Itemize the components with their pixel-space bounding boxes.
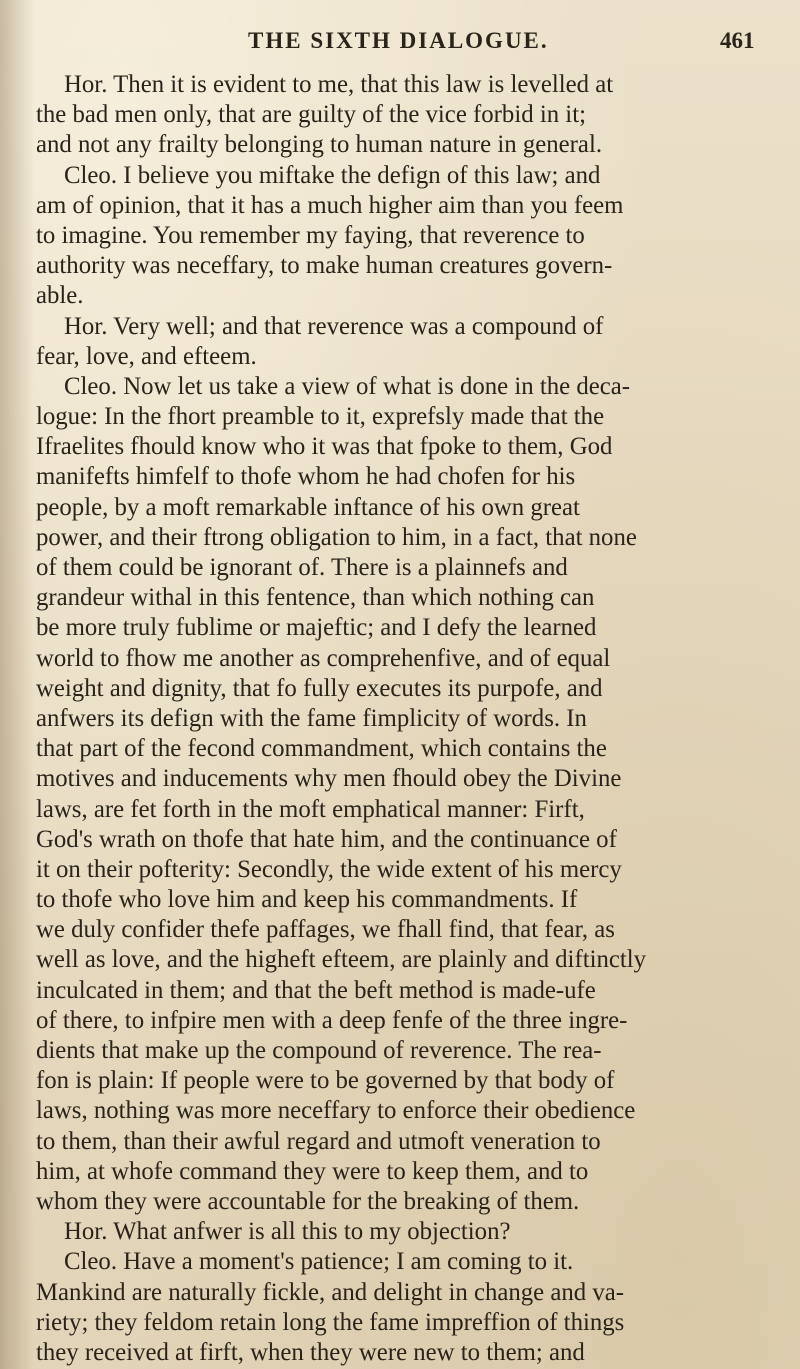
text-line: of there, to infpire men with a deep fenfe of the three ingre- xyxy=(36,1006,628,1034)
text-line: Cleo. Have a moment's patience; I am coming to it. xyxy=(64,1248,574,1276)
text-line: to them, than their awful regard and utmoft veneration to xyxy=(36,1127,601,1155)
running-title: THE SIXTH DIALOGUE. xyxy=(248,28,549,53)
page-header xyxy=(0,28,800,58)
text-line: Hor. Then it is evident to me, that this law is levelled at xyxy=(64,71,614,98)
text-line: world to fhow me another as comprehenfive, and of equal xyxy=(36,644,611,672)
body-text xyxy=(36,70,796,1368)
text-line: to thofe who love him and keep his commandments. If xyxy=(36,886,578,914)
text-line: Hor. Very well; and that reverence was a compound of xyxy=(64,312,604,340)
text-line: anfwers its defign with the fame fimplicity of words. In xyxy=(36,704,587,732)
text-line: Cleo. Now let us take a view of what is done in the deca- xyxy=(64,372,631,400)
text-line: Mankind are naturally fickle, and delight in change and va- xyxy=(36,1278,625,1306)
text-line: him, at whofe command they were to keep them, and to xyxy=(36,1157,589,1185)
text-line: motives and inducements why men fhould obey the Divine xyxy=(36,765,622,793)
text-line: dients that make up the compound of reverence. The rea- xyxy=(36,1037,602,1064)
text-line: it on their pofterity: Secondly, the wide extent of his mercy xyxy=(36,855,622,883)
text-line: fon is plain: If people were to be governed by that body of xyxy=(36,1067,615,1095)
text-line: weight and dignity, that fo fully executes its purpofe, and xyxy=(36,674,603,702)
text-line: well as love, and the higheft efteem, are plainly and diftinctly xyxy=(36,946,647,974)
text-line: they received at firft, when they were new to them; and xyxy=(36,1338,585,1366)
text-line: God's wrath on thofe that hate him, and the continuance of xyxy=(36,825,617,853)
text-line: grandeur withal in this fentence, than which nothing can xyxy=(36,584,595,612)
text-line: power, and their ftrong obligation to him, in a fact, that none xyxy=(36,523,637,551)
text-line: am of opinion, that it has a much higher aim than you feem xyxy=(36,191,624,219)
text-line: and not any frailty belonging to human nature in general. xyxy=(36,131,603,159)
text-line: logue: In the fhort preamble to it, exprefsly made that the xyxy=(36,403,605,431)
text-line: Hor. What anfwer is all this to my objection? xyxy=(64,1218,511,1246)
text-line: to imagine. You remember my faying, that reverence to xyxy=(36,221,585,249)
page-number: 461 xyxy=(720,28,755,53)
text-line: be more truly fublime or majeftic; and I defy the learned xyxy=(36,614,597,642)
text-line: inculcated in them; and that the beft method is made-ufe xyxy=(36,976,596,1004)
text-line: authority was neceffary, to make human creatures govern- xyxy=(36,252,613,280)
text-line: riety; they feldom retain long the fame impreffion of things xyxy=(36,1308,625,1336)
text-line: fear, love, and efteem. xyxy=(36,342,257,370)
text-line: whom they were accountable for the breaking of them. xyxy=(36,1187,580,1215)
text-line: that part of the fecond commandment, which contains the xyxy=(36,735,607,763)
text-line: laws, nothing was more neceffary to enforce their obedience xyxy=(36,1097,636,1125)
text-line: laws, are fet forth in the moft emphatical manner: Firft, xyxy=(36,795,585,823)
text-line: Ifraelites fhould know who it was that fpoke to them, God xyxy=(36,433,613,461)
text-line: of them could be ignorant of. There is a plainnefs and xyxy=(36,554,568,581)
text-line: able. xyxy=(36,282,84,310)
text-line: people, by a moft remarkable inftance of his own great xyxy=(36,493,580,521)
text-line: Cleo. I believe you miftake the defign of this law; and xyxy=(64,161,601,189)
text-line: we duly confider thefe paffages, we fhall find, that fear, as xyxy=(36,916,615,944)
page-gutter-shadow xyxy=(0,0,34,1369)
text-line: the bad men only, that are guilty of the vice forbid in it; xyxy=(36,101,586,129)
text-line: manifefts himfelf to thofe whom he had chofen for his xyxy=(36,463,576,491)
